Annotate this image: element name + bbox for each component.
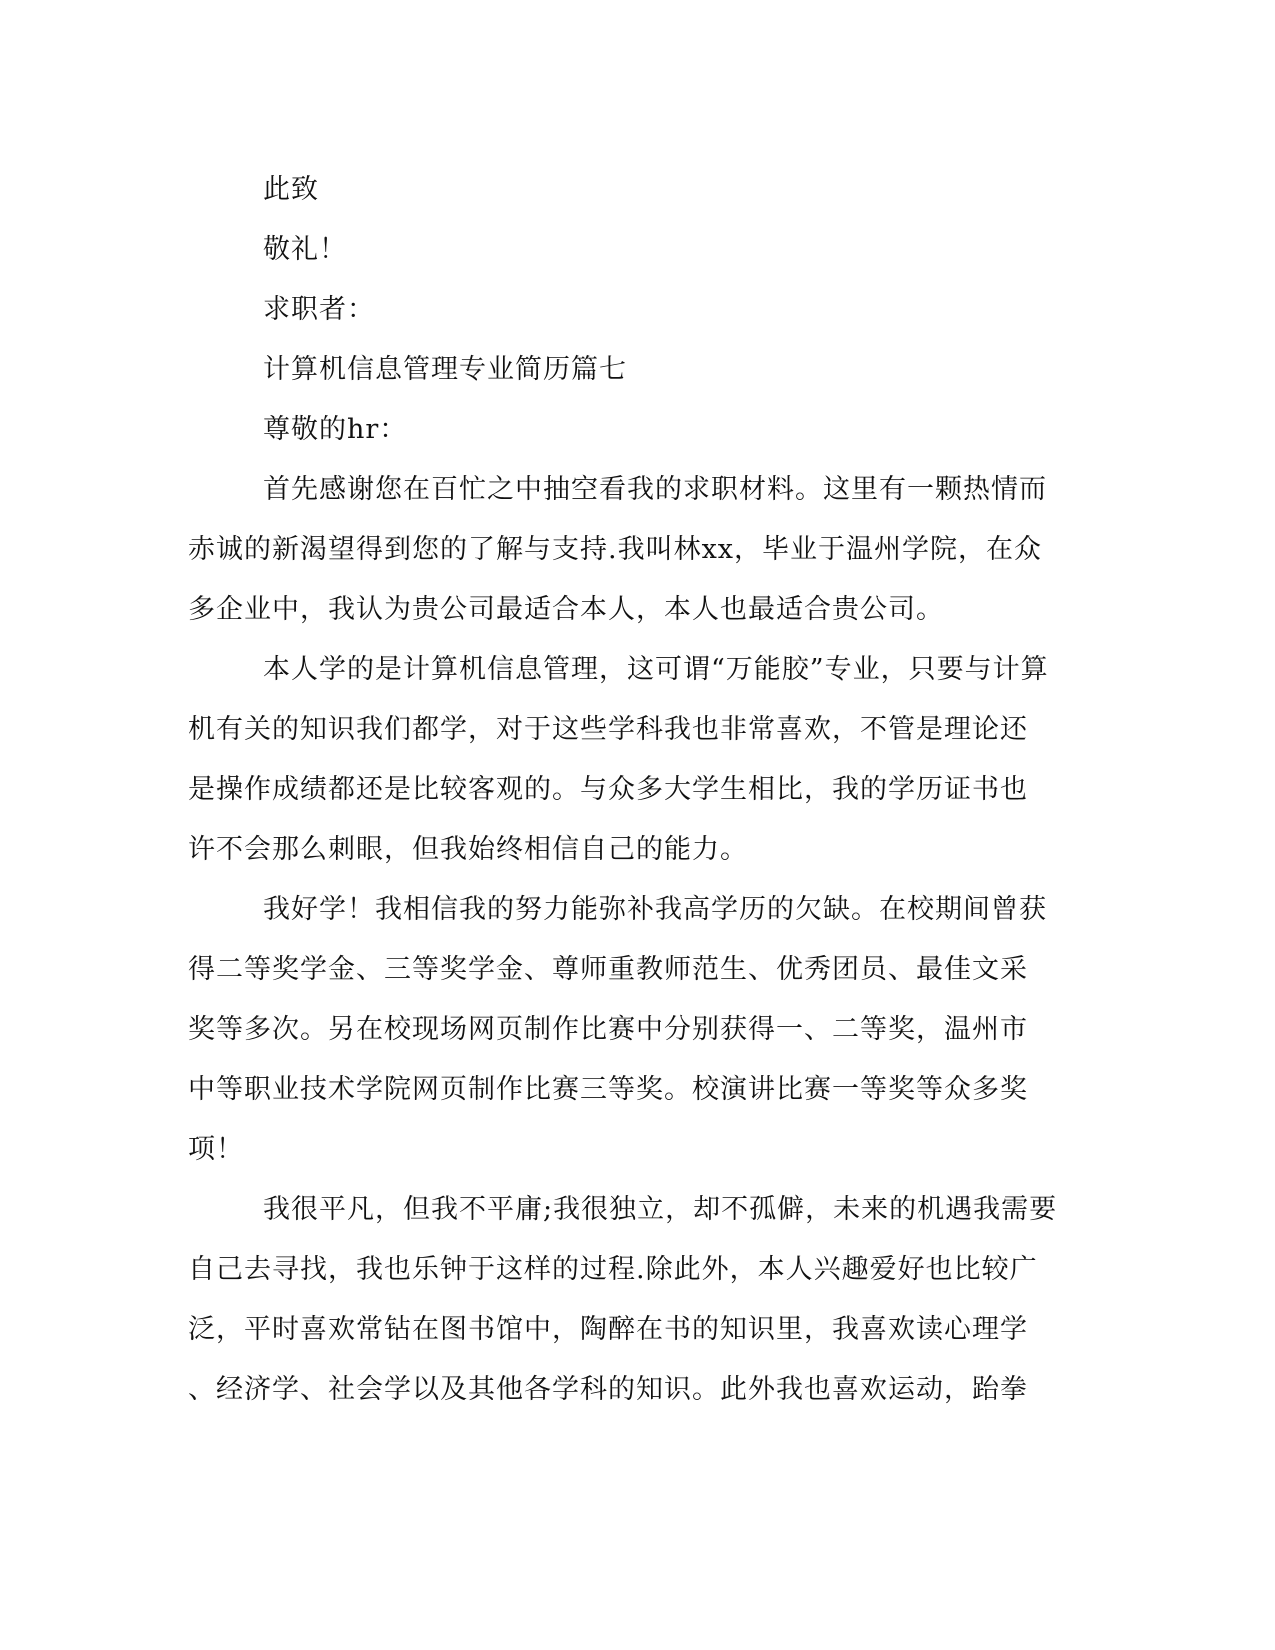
paragraph-line: 自己去寻找，我也乐钟于这样的过程.除此外，本人兴趣爱好也比较广 xyxy=(188,1254,1038,1285)
paragraph-line: 、经济学、社会学以及其他各学科的知识。此外我也喜欢运动，跆拳 xyxy=(188,1374,1028,1405)
paragraph-line: 赤诚的新渴望得到您的了解与支持.我叫林xx，毕业于温州学院，在众 xyxy=(188,534,1043,565)
paragraph-4 xyxy=(188,1180,1083,1420)
paragraph-line: 我很平凡，但我不平庸;我很独立，却不孤僻，未来的机遇我需要 xyxy=(263,1194,1058,1225)
paragraph-line: 项！ xyxy=(188,1134,244,1165)
paragraph-2 xyxy=(188,640,1083,880)
paragraph-line: 本人学的是计算机信息管理，这可谓“万能胶”专业，只要与计算 xyxy=(263,654,1049,685)
paragraph-line: 是操作成绩都还是比较客观的。与众多大学生相比，我的学历证书也 xyxy=(188,774,1028,805)
paragraph-line: 许不会那么刺眼，但我始终相信自己的能力。 xyxy=(188,834,748,865)
paragraph-line: 我好学！我相信我的努力能弥补我高学历的欠缺。在校期间曾获 xyxy=(263,894,1047,925)
paragraph-line: 泛，平时喜欢常钻在图书馆中，陶醉在书的知识里，我喜欢读心理学 xyxy=(188,1314,1028,1345)
paragraph-line: 首先感谢您在百忙之中抽空看我的求职材料。这里有一颗热情而 xyxy=(263,474,1047,505)
salutation: 尊敬的hr： xyxy=(263,414,408,445)
paragraph-line: 多企业中，我认为贵公司最适合本人，本人也最适合贵公司。 xyxy=(188,594,944,625)
paragraph-3 xyxy=(188,880,1083,1180)
closing-line-3: 求职者： xyxy=(263,294,375,325)
paragraph-line: 奖等多次。另在校现场网页制作比赛中分别获得一、二等奖，温州市 xyxy=(188,1014,1028,1045)
paragraph-line: 机有关的知识我们都学，对于这些学科我也非常喜欢，不管是理论还 xyxy=(188,714,1028,745)
section-title: 计算机信息管理专业简历篇七 xyxy=(263,354,627,385)
paragraph-1 xyxy=(188,460,1083,640)
paragraph-line: 得二等奖学金、三等奖学金、尊师重教师范生、优秀团员、最佳文采 xyxy=(188,954,1028,985)
closing-line-2: 敬礼！ xyxy=(263,234,347,265)
closing-line-1: 此致 xyxy=(263,174,319,205)
paragraph-line: 中等职业技术学院网页制作比赛三等奖。校演讲比赛一等奖等众多奖 xyxy=(188,1074,1028,1105)
letter-body xyxy=(188,160,1083,1420)
